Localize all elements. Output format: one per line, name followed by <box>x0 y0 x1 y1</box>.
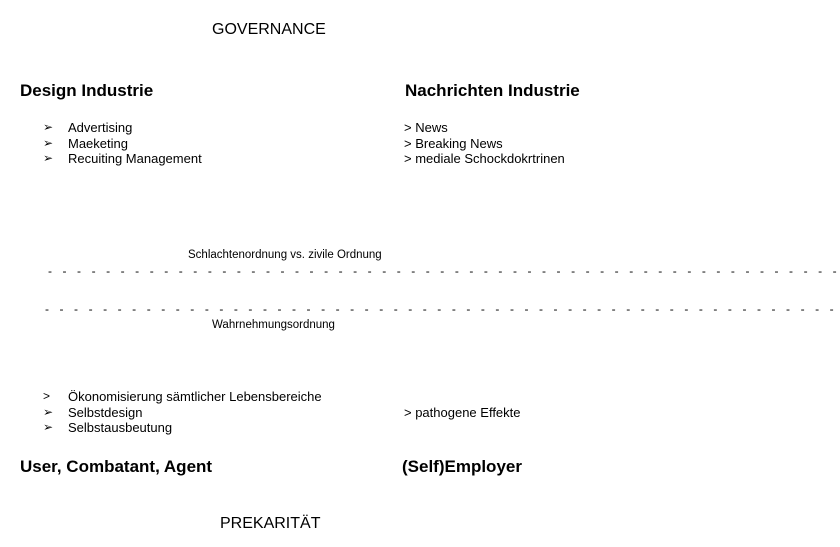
list-item: ➢ Maeketing <box>43 135 128 151</box>
list-item: ➢ Recuiting Management <box>43 151 202 166</box>
list-item: > News <box>404 120 448 135</box>
dashed-divider-bottom: - - - - - - - - - - - - - - - - - - - - - - - - - - - - - - - - - - - - - - - - - - - - - - - - - - - - - - - <box>45 302 838 316</box>
list-item: ➢ Selbstausbeutung <box>43 420 173 435</box>
design-industrie-list <box>43 120 202 167</box>
arrow-bullet-icon: ➢ <box>43 420 54 434</box>
self-employer-heading: (Self)Employer <box>402 457 522 476</box>
prekaritaet-title: PREKARITÄT <box>220 515 321 532</box>
schlachtenordnung-label: Schlachtenordnung vs. zivile Ordnung <box>188 249 382 261</box>
arrow-bullet-icon: ➢ <box>43 135 54 150</box>
arrow-bullet-icon: ➢ <box>43 120 54 134</box>
user-list <box>43 389 322 436</box>
arrow-bullet-icon: > <box>43 389 51 403</box>
list-item: > Breaking News <box>404 135 503 151</box>
nachrichten-industrie-heading: Nachrichten Industrie <box>405 81 580 100</box>
list-item: ➢ Selbstdesign <box>43 404 143 420</box>
arrow-bullet-icon: ➢ <box>43 151 54 165</box>
dashed-divider-top: - - - - - - - - - - - - - - - - - - - - - - - - - - - - - - - - - - - - - - - - - - - - - - - - - - - - - - - <box>48 264 840 278</box>
user-combatant-agent-heading: User, Combatant, Agent <box>20 457 213 476</box>
governance-title: GOVERNANCE <box>212 21 326 38</box>
design-industrie-heading: Design Industrie <box>20 81 154 100</box>
wahrnehmungsordnung-label: Wahrnehmungsordnung <box>212 319 335 331</box>
arrow-bullet-icon: ➢ <box>43 404 54 419</box>
nachrichten-industrie-list <box>404 120 565 167</box>
list-item: > pathogene Effekte <box>404 405 521 420</box>
list-item: ➢ Advertising <box>43 120 133 135</box>
employer-list <box>404 405 521 421</box>
list-item: > mediale Schockdokrtrinen <box>404 151 565 166</box>
list-item: > Ökonomisierung sämtlicher Lebensbereiche <box>43 389 322 404</box>
